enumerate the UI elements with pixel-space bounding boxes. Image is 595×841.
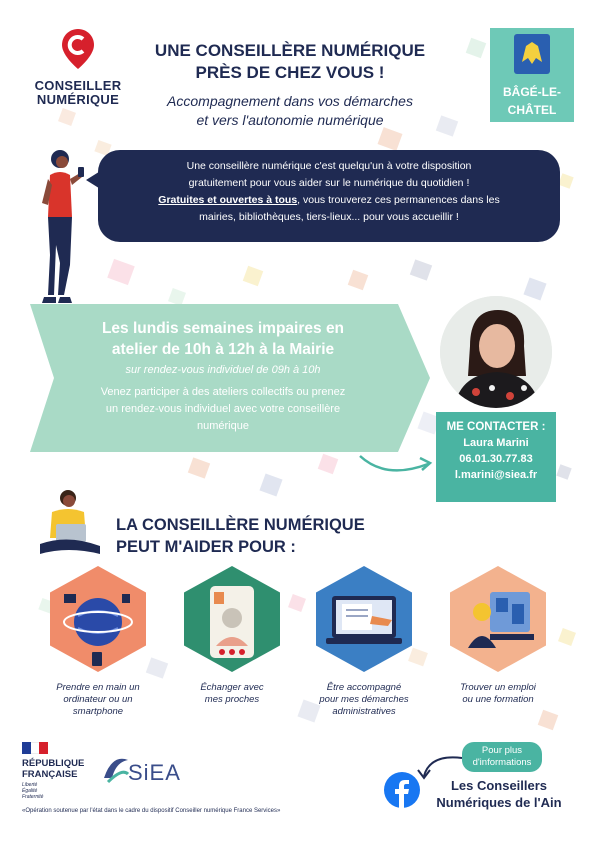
town-name-line2: CHÂTEL bbox=[507, 103, 557, 117]
schedule-subtitle: sur rendez-vous individuel de 09h à 10h bbox=[125, 364, 321, 376]
service-hexagon-job bbox=[450, 566, 546, 672]
town-crest-icon bbox=[510, 32, 554, 76]
contact-box bbox=[436, 412, 556, 502]
caption-line: ordinateur ou un bbox=[63, 694, 133, 705]
advisor-portrait-icon bbox=[440, 296, 552, 408]
confetti-decoration bbox=[523, 277, 546, 300]
fb-line2: Numériques de l'Ain bbox=[436, 795, 562, 810]
confetti-decoration bbox=[410, 259, 432, 280]
caption-line: Prendre en main un bbox=[56, 682, 140, 693]
confetti-decoration bbox=[188, 457, 210, 478]
footnote: «Opération soutenue par l'état dans le cadre du dispositif Conseiller numérique France Services» bbox=[22, 808, 281, 814]
intro-line1: Une conseillère numérique c'est quelqu'un à votre disposition bbox=[186, 160, 472, 172]
contact-phone[interactable]: 06.01.30.77.83 bbox=[459, 453, 533, 465]
confetti-decoration bbox=[288, 594, 306, 612]
page-subtitle bbox=[130, 92, 450, 130]
service-caption-job bbox=[442, 682, 554, 706]
confetti-decoration bbox=[378, 127, 403, 151]
service-hexagon-device bbox=[50, 566, 146, 672]
rf-motto-line: Liberté bbox=[22, 782, 38, 788]
schedule-body bbox=[58, 384, 388, 435]
town-badge bbox=[490, 28, 574, 122]
confetti-decoration bbox=[58, 108, 76, 126]
help-section-title bbox=[116, 514, 436, 558]
video-call-icon bbox=[184, 566, 280, 672]
schedule-body-line3: numérique bbox=[197, 420, 249, 432]
fb-line1: Les Conseillers bbox=[450, 778, 548, 793]
town-name-line1: BÂGÉ-LE- bbox=[503, 85, 561, 99]
title-line1: UNE CONSEILLÈRE NUMÉRIQUE bbox=[154, 41, 426, 60]
job-search-icon bbox=[450, 566, 546, 672]
confetti-decoration bbox=[168, 288, 186, 306]
service-caption-device bbox=[42, 682, 154, 718]
schedule-title-line2: atelier de 10h à 12h à la Mairie bbox=[111, 341, 335, 358]
service-caption-video bbox=[176, 682, 288, 706]
woman-with-phone-illustration bbox=[28, 145, 90, 307]
confetti-decoration bbox=[558, 173, 573, 188]
service-caption-admin bbox=[308, 682, 420, 718]
intro-bubble bbox=[98, 150, 560, 242]
info-line2: d'informations bbox=[472, 757, 532, 768]
caption-line: smartphone bbox=[72, 706, 124, 717]
confetti-decoration bbox=[556, 464, 571, 479]
advisor-photo bbox=[440, 296, 552, 408]
confetti-decoration bbox=[538, 710, 559, 731]
rf-line2: FRANÇAISE bbox=[22, 769, 78, 780]
facebook-icon[interactable] bbox=[384, 772, 420, 808]
caption-line: mes proches bbox=[204, 694, 260, 705]
caption-line: administratives bbox=[332, 706, 396, 717]
schedule-title-line1: Les lundis semaines impaires en bbox=[101, 320, 345, 337]
caption-line: pour mes démarches bbox=[319, 694, 409, 705]
confetti-decoration bbox=[348, 270, 369, 291]
republique-francaise-logo bbox=[22, 742, 102, 800]
page-title bbox=[130, 40, 450, 84]
confetti-decoration bbox=[558, 628, 576, 646]
french-flag-icon bbox=[22, 742, 48, 754]
confetti-decoration bbox=[107, 259, 135, 285]
location-pin-icon bbox=[61, 28, 95, 70]
intro-line3-rest: , vous trouverez ces permanences dans les bbox=[297, 194, 500, 206]
rf-line1: RÉPUBLIQUE bbox=[22, 758, 85, 769]
rf-motto-line: Fraternité bbox=[22, 794, 44, 800]
curved-arrow-icon bbox=[356, 446, 436, 476]
intro-line3 bbox=[112, 192, 546, 209]
siea-logo-text: SiEA bbox=[128, 760, 181, 785]
schedule-body-line1: Venez participer à des ateliers collectifs ou prenez bbox=[100, 386, 346, 398]
subtitle-line1: Accompagnement dans vos démarches bbox=[167, 93, 413, 109]
caption-line: Échanger avec bbox=[200, 682, 264, 693]
confetti-decoration bbox=[259, 473, 282, 496]
confetti-decoration bbox=[243, 266, 264, 287]
contact-email[interactable]: l.marini@siea.fr bbox=[454, 469, 538, 481]
subtitle-line2: et vers l'autonomie numérique bbox=[196, 112, 384, 128]
confetti-decoration bbox=[318, 454, 339, 475]
service-hexagon-video bbox=[184, 566, 280, 672]
contact-name: Laura Marini bbox=[463, 437, 529, 449]
paperwork-icon bbox=[316, 566, 412, 672]
confetti-decoration bbox=[146, 657, 168, 678]
service-hexagon-admin bbox=[316, 566, 412, 672]
caption-line: ou une formation bbox=[462, 694, 534, 705]
title-line2: PRÈS DE CHEZ VOUS ! bbox=[195, 63, 385, 82]
logo-text-line1: CONSEILLER bbox=[34, 78, 122, 93]
intro-emphasis: Gratuites et ouvertes à tous bbox=[158, 194, 298, 206]
logo-text-line2: NUMÉRIQUE bbox=[36, 92, 120, 107]
intro-line4: mairies, bibliothèques, tiers-lieux... pour vous accueillir ! bbox=[199, 211, 459, 223]
contact-heading: ME CONTACTER : bbox=[446, 421, 546, 433]
schedule-body-line2: un rendez-vous individuel avec votre conseillère bbox=[105, 403, 341, 415]
rf-motto-line: Égalité bbox=[22, 788, 38, 794]
globe-devices-icon bbox=[50, 566, 146, 672]
facebook-f-icon bbox=[384, 772, 420, 808]
help-title-line1: LA CONSEILLÈRE NUMÉRIQUE bbox=[116, 516, 365, 534]
confetti-decoration bbox=[408, 648, 428, 667]
person-with-laptop-illustration bbox=[38, 488, 104, 560]
caption-line: Être accompagné bbox=[326, 682, 402, 693]
caption-line: Trouver un emploi bbox=[460, 682, 536, 693]
info-line1: Pour plus bbox=[481, 745, 523, 756]
facebook-page-link[interactable] bbox=[424, 777, 574, 811]
help-title-line2: PEUT M'AIDER POUR : bbox=[116, 538, 296, 556]
conseiller-numerique-logo bbox=[28, 28, 128, 107]
more-info-pill bbox=[462, 742, 542, 772]
rf-motto bbox=[22, 782, 102, 800]
confetti-decoration bbox=[466, 38, 487, 59]
intro-line2: gratuitement pour vous aider sur le numérique du quotidien ! bbox=[188, 177, 470, 189]
schedule-title bbox=[58, 318, 388, 360]
